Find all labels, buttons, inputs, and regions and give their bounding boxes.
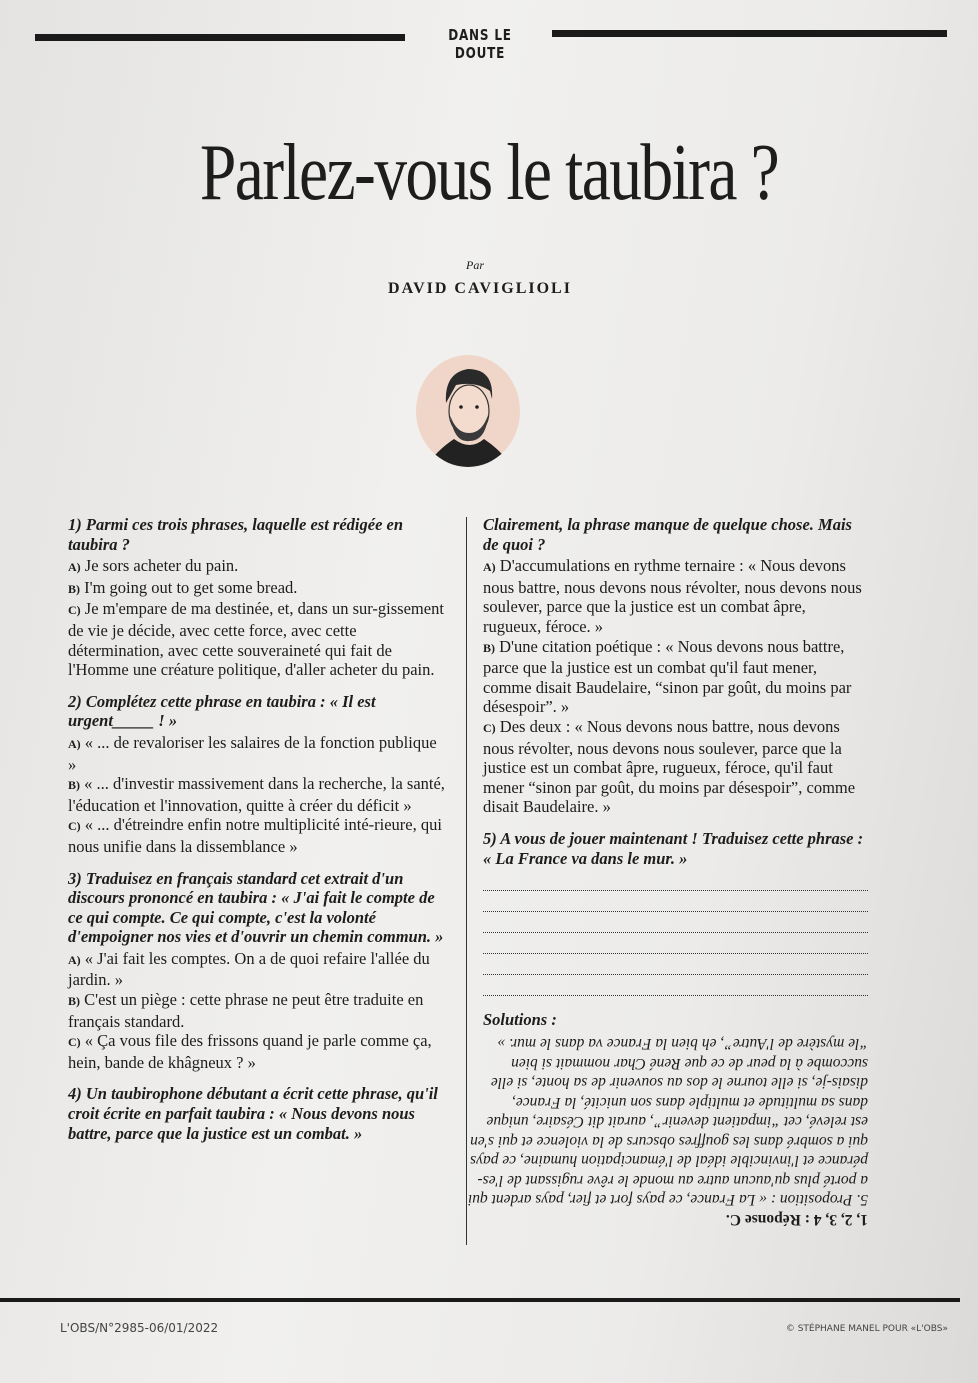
solutions-upside-down [467,1034,868,1229]
option-b [483,637,868,717]
top-rule-left [35,34,405,41]
option-key: A) [68,560,81,575]
author-portrait [416,355,520,467]
answer-line[interactable] [483,933,868,954]
option-key: B) [483,640,495,655]
option-key: B) [68,778,80,793]
option-key: C) [68,603,81,618]
question-text: Clairement, la phrase manque de quelque chose. Mais de quoi ? [483,515,852,554]
question-1 [68,515,448,680]
option-a [68,733,448,774]
option-key: B) [68,581,80,596]
photo-credit: © STÉPHANE MANEL POUR «L'OBS» [785,1324,948,1334]
answer-line[interactable] [483,954,868,975]
answer-line[interactable] [483,870,868,891]
option-key: A) [68,736,81,751]
option-text: Je m'empare de ma destinée, et, dans un sur-gissement de vie je décide, avec cette force, avec cette détermination, avec cette souveraineté qui fait de l'Homme une créature politique, d'aller acheter du pain. [68,599,444,680]
question-3 [68,869,448,1073]
question-text: 4) Un taubirophone débutant a écrit cette phrase, qu'il croit écrite en parfait taubira : « Nous devons nous battre, parce que la justice est un combat. » [68,1084,438,1143]
question-text: 5) A vous de jouer maintenant ! Traduisez cette phrase : « La France va dans le mur. » [483,828,864,868]
option-text: Des deux : « Nous devons nous battre, nous devons nous révolter, nous devons nous soulever, parce que la justice est un combat âpre, rugueux, féroce, qu'il faut mener “sinon par goût, du moins par désespoir”, comme disait Baudelaire. » [483,716,856,817]
bottom-rule [0,1298,960,1302]
option-key: B) [68,994,80,1009]
option-text: « ... de revaloriser les salaires de la fonction publique » [68,732,437,774]
question-4 [68,1084,448,1143]
issue-info: L'OBS/N°2985-06/01/2022 [60,1321,219,1335]
option-a [68,949,448,990]
page-title: Parlez-vous le taubira ? [199,129,779,217]
option-c [68,1031,448,1072]
option-b [68,578,448,600]
option-key: C) [483,720,496,735]
solution-line: 1, 2, 3, 4 : Réponse C. [725,1210,868,1228]
option-b [68,990,448,1031]
solution-line: 5. Proposition : « La France, ce pays fort et fier, pays ardent qui [467,1191,868,1209]
option-text: « J'ai fait les comptes. On a de quoi refaire l'allée du jardin. » [68,948,430,990]
option-b [68,774,448,815]
option-text: D'accumulations en rythme ternaire : « Nous devons nous battre, nous devons nous révolter, nous devons nous soulever, parce que la justice est un combat âpre, rugueux, féroce. » [483,556,862,636]
right-column [467,515,868,1229]
question-4-continued [483,515,868,817]
solutions-title: Solutions : [483,1010,557,1030]
option-key: C) [68,1035,81,1050]
option-a [483,556,868,636]
solution-line: succombe à la peur de ce que René Char nommait si bien [511,1054,868,1072]
answer-line[interactable] [483,912,868,933]
option-c [68,815,448,856]
solution-line: a porté plus qu'aucun autre au monde le rêve rugissant de l'es- [477,1171,868,1189]
option-key: A) [483,560,496,575]
column-divider [466,517,467,1245]
question-text: 1) Parmi ces trois phrases, laquelle est rédigée en taubira ? [68,515,404,554]
solution-line: “le mystère de l'Autre”, eh bien la France va dans le mur. » [497,1035,868,1053]
answer-line[interactable] [483,975,868,996]
answer-line[interactable] [483,891,868,912]
byline-prefix: Par [466,258,484,272]
question-text: 3) Traduisez en français standard cet extrait d'un discours prononcé en taubira : « J'ai fait le compte de ce qui compte. Ce qui compte, c'est la volonté d'empoigner nos vies et d'ouvrir un chemin commun. » [68,868,444,947]
question-2 [68,692,448,857]
option-key: C) [68,819,81,834]
option-a [68,556,448,578]
option-text: « ... d'étreindre enfin notre multiplicité inté-rieure, qui nous unifie dans la dissemblance » [68,815,442,856]
solution-line: dans sa multitude et multiple dans son unicité, la France, [511,1093,868,1111]
option-text: C'est un piège : cette phrase ne peut être traduite en français standard. [68,990,424,1031]
option-key: A) [68,952,81,967]
solution-line: qui a sombré dans les gouffres obscurs de la violence et qui s'en [470,1132,868,1150]
question-5 [483,829,868,996]
option-text: I'm going out to get some bread. [84,577,298,597]
answer-lines[interactable] [483,870,868,996]
option-c [483,717,868,817]
solution-line: disais-je, si elle tourne le dos au souvenir de sa honte, si elle [490,1074,868,1092]
author-name: DAVID CAVIGLIOLI [388,280,572,297]
left-column [68,515,448,1155]
option-text: D'une citation poétique : « Nous devons nous battre, parce que la justice est un combat qu'il faut mener, comme disait Baudelaire, “sinon par goût, du moins par désespoir”. » [483,636,852,717]
top-rule-right [552,30,947,37]
question-text: 2) Complétez cette phrase en taubira : « Il est urgent_____ ! » [68,691,376,731]
option-c [68,599,448,679]
solution-line: est relevé, cet “impatient devenir”, aurait dit Césaire, unique [486,1113,868,1131]
option-text: « ... d'investir massivement dans la recherche, la santé, l'éducation et l'innovation, quitte à créer du déficit » [68,774,445,815]
option-text: Je sors acheter du pain. [84,556,239,576]
section-kicker: DANS LE DOUTE [448,26,512,62]
solution-line: pérance et l'invincible idéal de l'émancipation humaine, ce pays [470,1152,868,1170]
option-text: « Ça vous file des frissons quand je parle comme ça, hein, bande de khâgneux ? » [68,1031,432,1072]
